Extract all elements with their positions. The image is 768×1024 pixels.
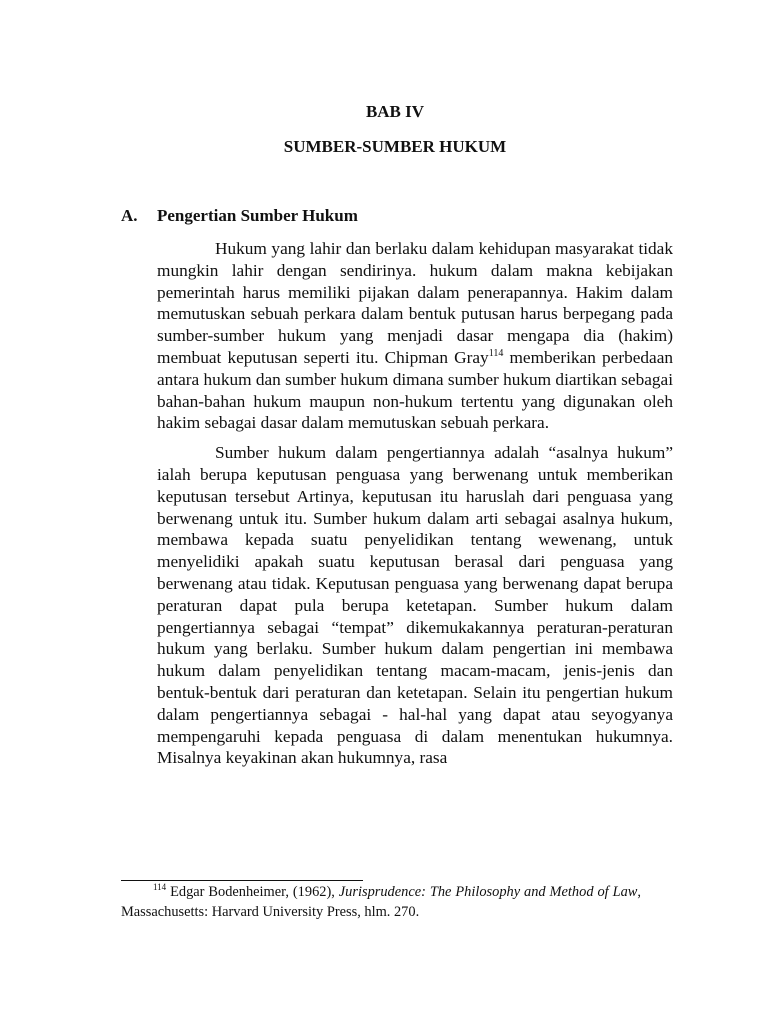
paragraph-1-text: Hukum yang lahir dan berlaku dalam kehidupan masyarakat tidak mungkin lahir dengan sendirinya. hukum dalam makna kebijakan pemerintah harus memiliki pijakan dalam penerapannya. Hakim dalam memutuskan sebuah perkara dalam bentuk putusan harus berpegang pada sumber-sumber hukum yang menjadi dasar mengapa dia (hakim) membuat keputusan seperti itu. Chipman Gray xyxy=(157,239,673,367)
footnote-mark: 114 xyxy=(153,882,167,892)
section-number: A. xyxy=(121,206,138,225)
paragraph-2: Sumber hukum dalam pengertiannya adalah “asalnya hukum” ialah berupa keputusan penguasa yang berwenang untuk memberikan keputusan tersebut Artinya, keputusan itu haruslah dari penguasa yang berwenang untuk itu. Sumber hukum dalam arti sebagai asalnya hukum, membawa kepada suatu penyelidikan tentang wewenang, untuk menyelidiki apakah suatu keputusan berasal dari penguasa yang berwenang atau tidak. Keputusan penguasa yang berwenang dapat berupa peraturan dapat pula berupa ketetapan. Sumber hukum dalam pengertiannya sebagai “tempat” dikemukakannya peraturan-peraturan hukum yang berlaku. Sumber hukum dalam pengertian ini membawa hukum dalam penyelidikan tentang macam-macam, jenis-jenis dan bentuk-bentuk dari peraturan dan ketetapan. Selain itu pengertian hukum dalam pengertiannya sebagai - hal-hal yang dapat atau seyogyanya mempengaruhi kepada penguasa di dalam menentukan hukumnya. Misalnya keyakinan akan hukumnya, rasa xyxy=(157,443,673,768)
footnote-publisher: , Massachusetts: Harvard University Press, hlm. 270. xyxy=(121,884,641,920)
chapter-title: SUMBER-SUMBER HUKUM xyxy=(283,137,507,156)
paragraph-1 xyxy=(157,238,673,434)
footnote-author: Edgar Bodenheimer, (1962), xyxy=(170,884,339,900)
body-text xyxy=(157,238,673,769)
footnote-separator xyxy=(121,880,363,881)
section-heading-text: Pengertian Sumber Hukum xyxy=(157,206,358,225)
chapter-number: BAB IV xyxy=(365,102,425,121)
footnote-reference[interactable]: 114 xyxy=(488,347,504,359)
paragraph-1-continued: memberikan perbedaan antara hukum dan sumber hukum dimana sumber hukum diartikan sebagai bahan-bahan hukum maupun non-hukum tertentu yang digunakan oleh hakim sebagai dasar dalam memutuskan sebuah perkara. xyxy=(157,347,674,433)
footnote xyxy=(121,882,641,922)
section-heading xyxy=(121,206,358,226)
footnote-work-title: Jurisprudence: The Philosophy and Method of Law xyxy=(338,884,638,900)
